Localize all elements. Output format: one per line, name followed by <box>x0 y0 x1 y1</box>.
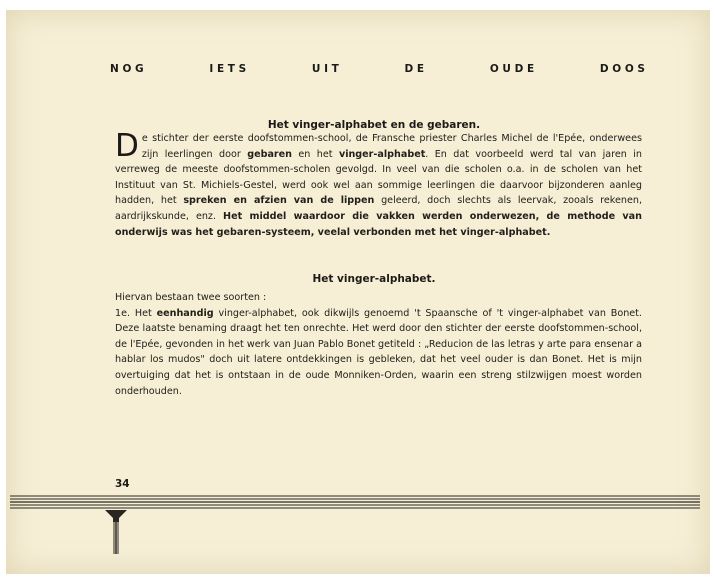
header-word: D E <box>404 63 425 75</box>
header-word: O U D E <box>489 63 535 75</box>
text-segment: 1e. Het <box>115 307 157 319</box>
bold-term: gebaren <box>247 148 292 160</box>
section-heading-gebaren: Het vinger-alphabet en de gebaren. <box>267 119 481 131</box>
paragraph-vinger-alphabet <box>115 290 642 399</box>
header-word: D O O S <box>599 63 645 75</box>
header-word: I E T S <box>209 63 247 75</box>
running-header <box>110 63 645 75</box>
art-deco-ornament-icon <box>105 510 127 554</box>
header-word: N O G <box>110 63 144 75</box>
text-segment: . En dat voorbeeld werd tal van jaren in verreweg de meeste doofstommen-scholen gevolgd. In veel van die scholen o.a. in de scholen van het Instituut van St. Michiels-Gestel, werd ook wel aan sommige leerlingen die daarvoor bijzonderen aanleg hadden, het <box>115 148 642 207</box>
bold-term: eenhandig <box>156 307 214 319</box>
drop-cap: D <box>115 128 139 164</box>
header-word: U I T <box>311 63 339 75</box>
bold-sentence: Het middel waardoor die vakken werden onderwezen, de methode van onderwijs was het gebaren-systeem, veelal verbonden met het vinger-alphabet. <box>115 210 642 238</box>
text-segment: en het <box>292 148 339 160</box>
bold-term: vinger-alphabet <box>338 148 426 160</box>
page-number: 34 <box>115 478 130 490</box>
intro-line: Hiervan bestaan twee soorten : <box>115 292 267 303</box>
footer-rule <box>10 494 700 510</box>
text-segment: e stichter der eerste doofstommen-school, de Fransche priester Charles Michel de l'Epée, onderwees zijn leerlingen door <box>141 133 642 160</box>
text-segment: vinger-alphabet, ook dikwijls genoemd 't Spaansche of 't vinger-alphabet van Bonet. Deze laatste benaming draagt het ten onrechte. Het werd door den stichter der eerste doofstommen-school, de l'Epée, gevonden in het werk van Juan Pablo Bonet getiteld : „Reducion de las letras y arte para ensenar a hablar los mudos" doch uit latere ontdekkingen is gebleken, dat het veel ouder is dan Bonet. Het is mijn overtuiging dat het is ontstaan in de oude Monniken-Orden, waarin een streng stilzwijgen moest worden onderhouden. <box>115 307 642 397</box>
section-heading-vinger-alphabet: Het vinger-alphabet. <box>312 273 436 285</box>
text-segment: geleerd, doch slechts als leervak, zooals rekenen, aardrijkskunde, enz. <box>115 195 643 222</box>
paragraph-gebaren <box>115 128 643 240</box>
bold-term: spreken en afzien van de lippen <box>183 195 375 207</box>
